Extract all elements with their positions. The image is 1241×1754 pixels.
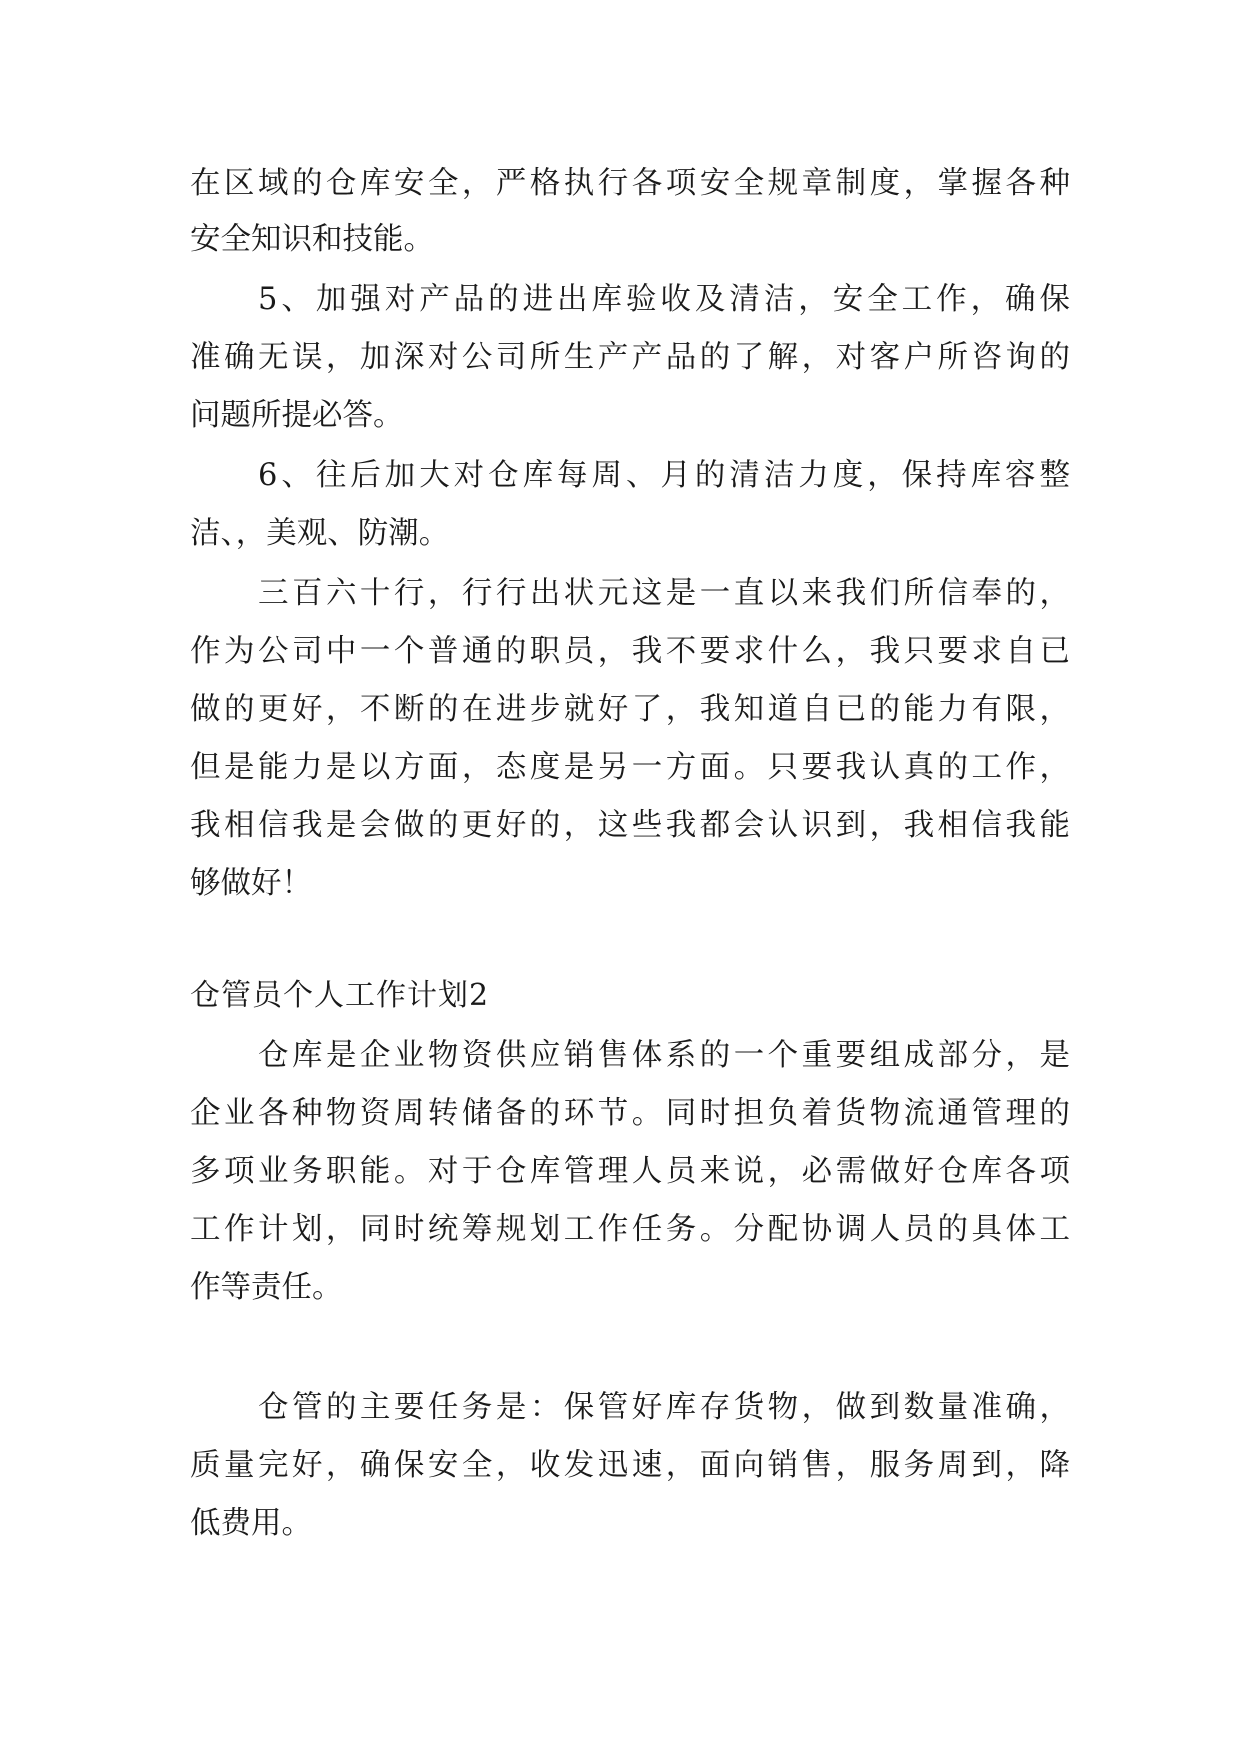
paragraph-line: 6、往后加大对仓库每周、月的清洁力度，保持库容整 <box>258 458 1070 493</box>
paragraph-line: 三百六十行，行行出状元这是一直以来我们所信奉的， <box>258 576 1070 611</box>
paragraph-line: 问题所提必答。 <box>190 398 404 433</box>
section-heading: 仓管员个人工作计划2 <box>190 978 490 1013</box>
paragraph-line: 够做好！ <box>190 866 312 901</box>
paragraph-line: 质量完好，确保安全，收发迅速，面向销售，服务周到，降 <box>190 1448 1070 1483</box>
paragraph-line: 在区域的仓库安全，严格执行各项安全规章制度，掌握各种 <box>190 166 1070 201</box>
paragraph-line: 做的更好，不断的在进步就好了，我知道自已的能力有限， <box>190 692 1070 727</box>
paragraph-line: 作为公司中一个普通的职员，我不要求什么，我只要求自已 <box>190 634 1070 669</box>
paragraph-line: 准确无误，加深对公司所生产产品的了解，对客户所咨询的 <box>190 340 1070 375</box>
paragraph-line: 企业各种物资周转储备的环节。同时担负着货物流通管理的 <box>190 1096 1070 1131</box>
paragraph-line: 作等责任。 <box>190 1270 343 1305</box>
paragraph-line: 仓管的主要任务是：保管好库存货物，做到数量准确， <box>258 1390 1070 1425</box>
paragraph-line: 仓库是企业物资供应销售体系的一个重要组成部分，是 <box>258 1038 1070 1073</box>
paragraph-line: 洁、，美观、防潮。 <box>190 516 450 551</box>
paragraph-line: 安全知识和技能。 <box>190 222 434 257</box>
paragraph-line: 低费用。 <box>190 1506 312 1541</box>
paragraph-line: 多项业务职能。对于仓库管理人员来说，必需做好仓库各项 <box>190 1154 1070 1189</box>
paragraph-line: 但是能力是以方面，态度是另一方面。只要我认真的工作， <box>190 750 1070 785</box>
paragraph-line: 我相信我是会做的更好的，这些我都会认识到，我相信我能 <box>190 808 1070 843</box>
paragraph-line: 5、加强对产品的进出库验收及清洁，安全工作，确保 <box>258 282 1070 317</box>
paragraph-line: 工作计划，同时统筹规划工作任务。分配协调人员的具体工 <box>190 1212 1070 1247</box>
